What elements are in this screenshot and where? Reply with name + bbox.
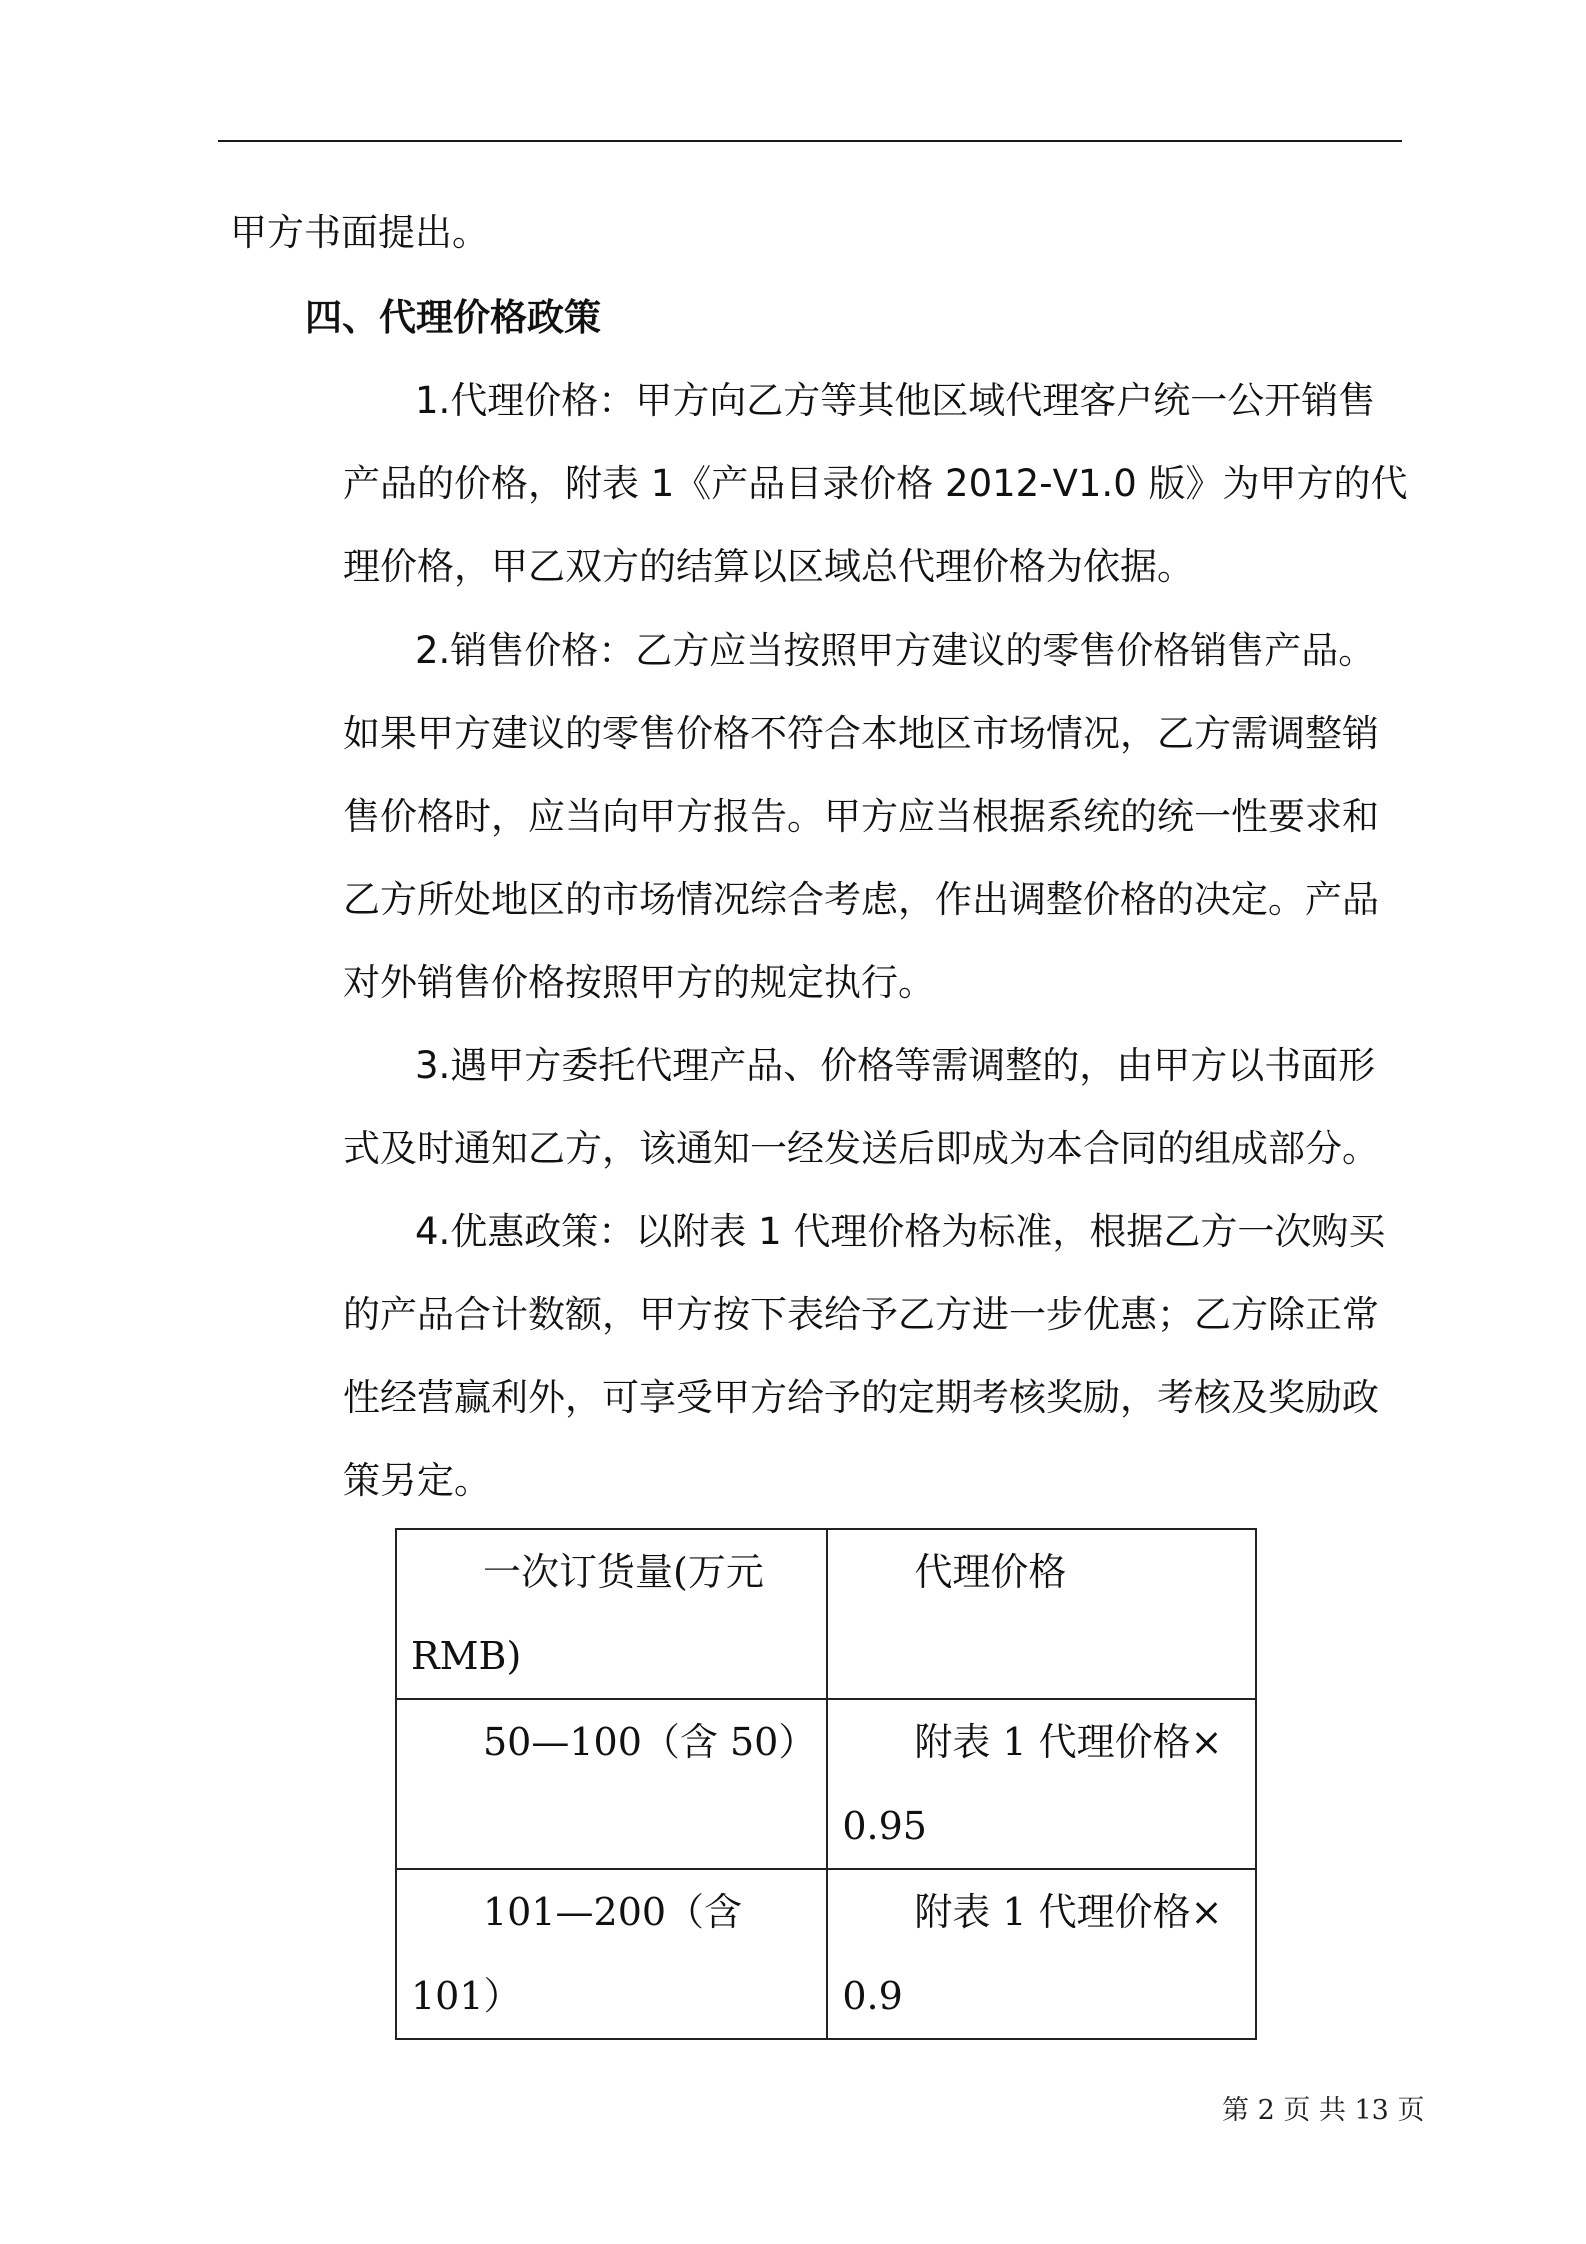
paragraph-line: 乙方所处地区的市场情况综合考虑，作出调整价格的决定。产品	[343, 878, 1379, 921]
paragraph-line: 对外销售价格按照甲方的规定执行。	[343, 961, 935, 1004]
paragraph-line: 如果甲方建议的零售价格不符合本地区市场情况，乙方需调整销	[343, 712, 1379, 755]
paragraph-line: 1.代理价格：甲方向乙方等其他区域代理客户统一公开销售	[415, 379, 1376, 422]
cell-line: 0.95	[842, 1804, 927, 1848]
cell-line: RMB)	[411, 1634, 522, 1678]
paragraph-line: 4.优惠政策：以附表 1 代理价格为标准，根据乙方一次购买	[415, 1210, 1386, 1253]
table-cell	[827, 1869, 1256, 2039]
cell-line: 附表 1 代理价格×	[914, 1720, 1223, 1764]
table-row	[396, 1869, 1256, 2039]
table-cell	[827, 1699, 1256, 1869]
table-header-row	[396, 1529, 1256, 1699]
paragraph-line: 2.销售价格：乙方应当按照甲方建议的零售价格销售产品。	[415, 629, 1376, 672]
paragraph-line: 性经营赢利外，可享受甲方给予的定期考核奖励，考核及奖励政	[343, 1376, 1379, 1419]
paragraph-line: 的产品合计数额，甲方按下表给予乙方进一步优惠；乙方除正常	[343, 1293, 1379, 1336]
cell-line: 一次订货量(万元	[483, 1550, 764, 1594]
cell-line: 101）	[411, 1974, 522, 2018]
continuation-text: 甲方书面提出。	[230, 211, 489, 254]
table-cell	[396, 1869, 827, 2039]
discount-table	[395, 1528, 1257, 2040]
cell-line: 101—200（含	[483, 1890, 743, 1934]
cell-line: 0.9	[842, 1974, 903, 2018]
table-cell	[827, 1529, 1256, 1699]
paragraph-line: 3.遇甲方委托代理产品、价格等需调整的，由甲方以书面形	[415, 1044, 1376, 1087]
cell-line: 代理价格	[914, 1550, 1067, 1594]
header-rule	[218, 140, 1402, 142]
paragraph-line: 理价格，甲乙双方的结算以区域总代理价格为依据。	[343, 545, 1194, 588]
table-cell	[396, 1529, 827, 1699]
page-number: 第 2 页 共 13 页	[1222, 2095, 1425, 2126]
table-cell	[396, 1699, 827, 1869]
cell-line: 50—100（含 50）	[483, 1720, 817, 1764]
section-heading: 四、代理价格政策	[305, 296, 601, 339]
table-row	[396, 1699, 1256, 1869]
cell-line: 附表 1 代理价格×	[914, 1890, 1223, 1934]
paragraph-line: 产品的价格，附表 1《产品目录价格 2012-V1.0 版》为甲方的代	[343, 462, 1408, 505]
paragraph-line: 策另定。	[343, 1459, 491, 1502]
paragraph-line: 式及时通知乙方，该通知一经发送后即成为本合同的组成部分。	[343, 1127, 1379, 1170]
paragraph-line: 售价格时，应当向甲方报告。甲方应当根据系统的统一性要求和	[343, 795, 1379, 838]
